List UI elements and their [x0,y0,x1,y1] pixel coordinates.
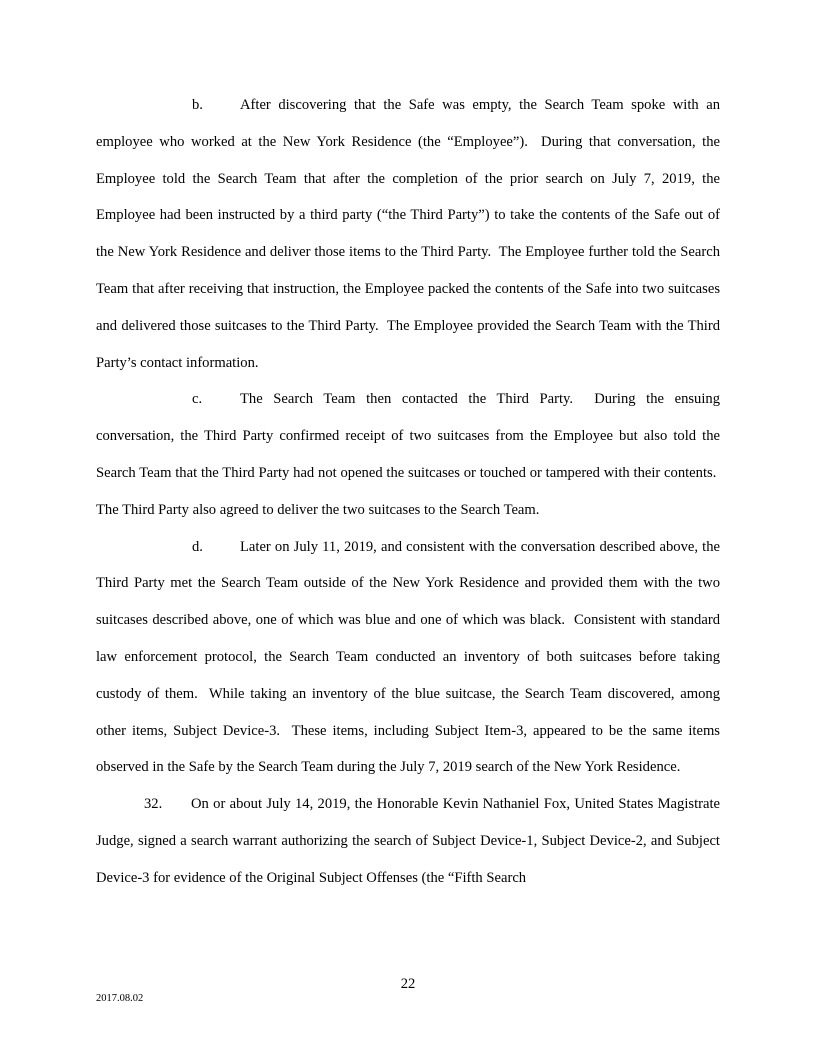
paragraph-marker: c. [192,391,203,408]
paragraph-marker: d. [192,538,203,555]
paragraph-c [96,381,720,528]
paragraph-text: After discovering that the Safe was empty, the Search Team spoke with an employee who worked at the New York Residence (the “Employee”). During that conversation, the Employee told the Search Team that after the completion of the prior search on July 7, 2019, the Employee had been instructed by a third party (“the Third Party”) to take the contents of the Safe out of the New York Residence and deliver those items to the Third Party. The Employee further told the Search Team that after receiving that instruction, the Employee packed the contents of the Safe into two suitcases and delivered those suitcases to the Third Party. The Employee provided the Search Team with the Third Party’s contact information. [96,97,720,371]
footer-version-code: 2017.08.02 [96,993,144,1004]
paragraph-text: On or about July 14, 2019, the Honorable Kevin Nathaniel Fox, United States Magistrate Judge, signed a search warrant authorizing the search of Subject Device-1, Subject Device-2, and Subject Device-3 for evidence of the Original Subject Offenses (the “Fifth Search [96,796,720,886]
paragraph-number: 32. [144,796,163,813]
paragraph-32 [96,786,720,896]
paragraph-d [96,529,720,787]
page-number: 22 [400,976,416,992]
paragraph-text: The Search Team then contacted the Third Party. During the ensuing conversation, the Third Party confirmed receipt of two suitcases from the Employee but also told the Search Team that the Third Party had not opened the suitcases or touched or tampered with their contents. The Third Party also agreed to deliver the two suitcases to the Search Team. [96,391,720,518]
paragraph-text: Later on July 11, 2019, and consistent with the conversation described above, the Third Party met the Search Team outside of the New York Residence and provided them with the two suitcases described above, one of which was blue and one of which was black. Consistent with standard law enforcement protocol, the Search Team conducted an inventory of both suitcases before taking custody of them. While taking an inventory of the blue suitcase, the Search Team discovered, among other items, Subject Device-3. These items, including Subject Item-3, appeared to be the same items observed in the Safe by the Search Team during the July 7, 2019 search of the New York Residence. [96,538,720,776]
paragraph-b [96,87,720,381]
paragraph-marker: b. [192,97,203,113]
document-body [96,87,720,897]
